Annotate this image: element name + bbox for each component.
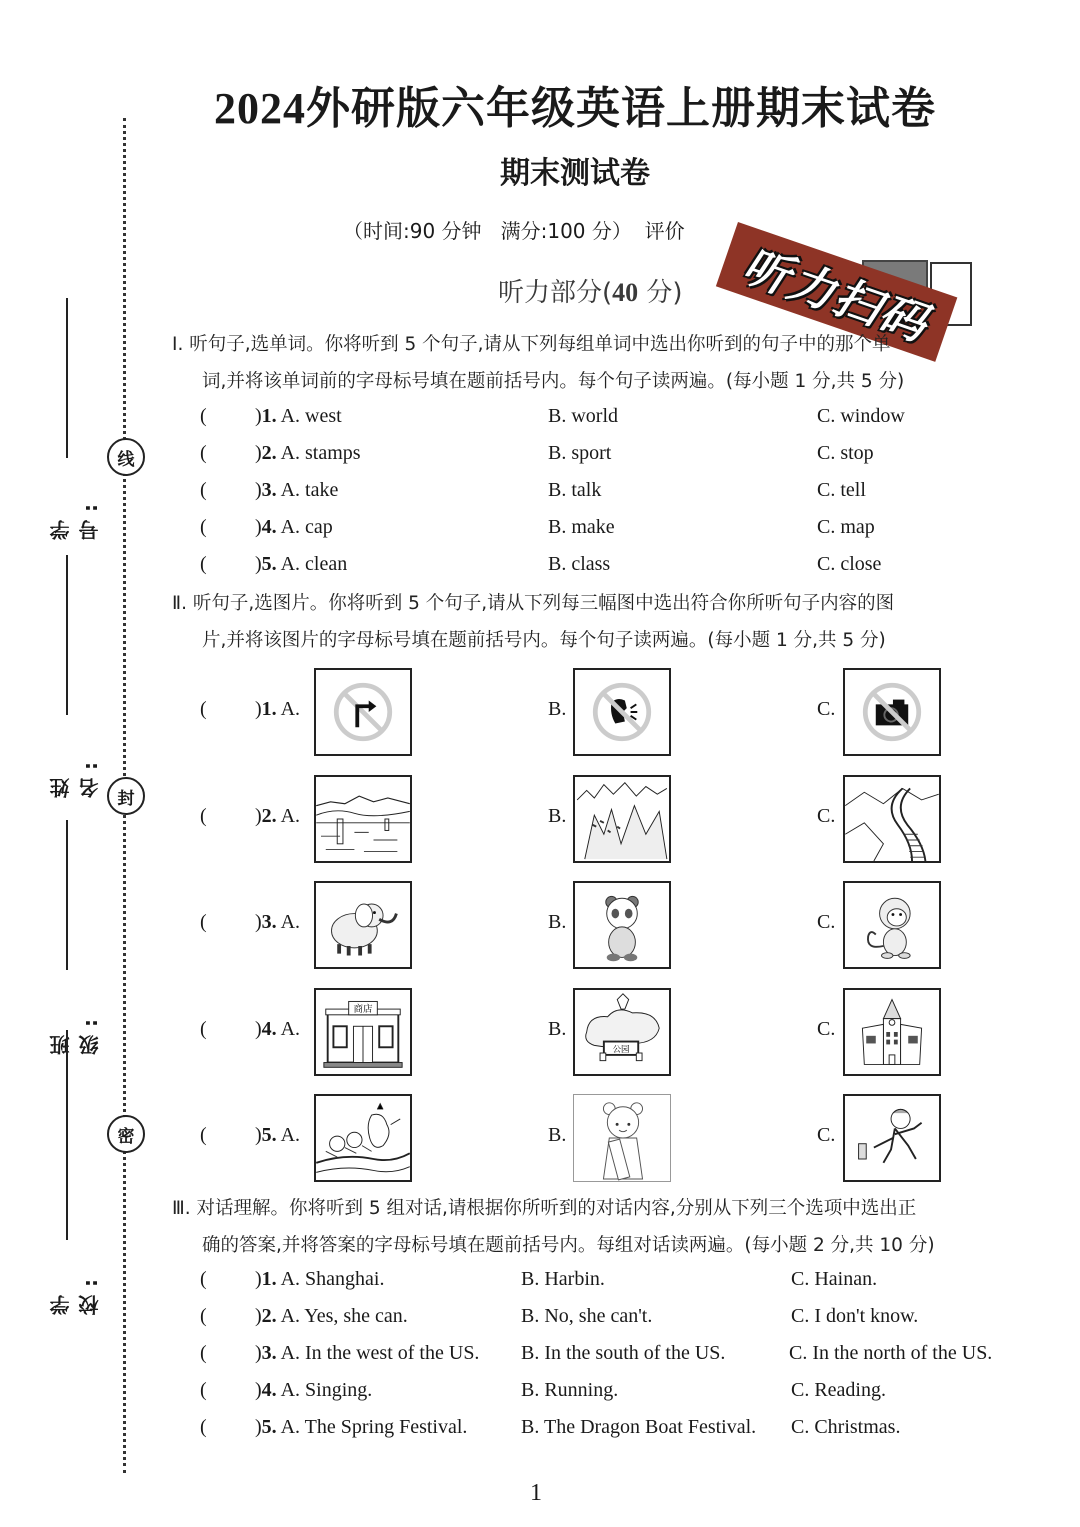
- answer-blank[interactable]: (: [200, 516, 207, 538]
- listening-section-heading: 听力部分(40 分): [498, 278, 683, 308]
- answer-blank[interactable]: (: [200, 1416, 207, 1438]
- west-lake-pagoda-image[interactable]: [314, 775, 412, 863]
- park-image[interactable]: [573, 988, 671, 1076]
- class-label: 班级:: [49, 1011, 102, 1055]
- great-wall-image[interactable]: [843, 775, 941, 863]
- option-b: B. sport: [548, 442, 612, 464]
- option-b: B. In the south of the US.: [521, 1342, 726, 1364]
- part1-instruction-line2: 词,并将该单词前的字母标号填在题前括号内。每个句子读两遍。(每小题 1 分,共 5 分): [202, 371, 905, 392]
- option-c: C. In the north of the US.: [789, 1342, 993, 1364]
- seal-mark-mi: 密: [107, 1115, 145, 1153]
- part3-instruction-line2: 确的答案,并将答案的字母标号填在题前括号内。每组对话读两遍。(每小题 2 分,共 10 分): [202, 1235, 935, 1256]
- mountain-scenery-image[interactable]: [573, 775, 671, 863]
- answer-blank[interactable]: (: [200, 479, 207, 501]
- no-shouting-sign-image[interactable]: [573, 668, 671, 756]
- part1-instructions: [172, 326, 1052, 400]
- answer-blank[interactable]: (: [200, 1342, 207, 1364]
- option-b: B. No, she can't.: [521, 1305, 653, 1327]
- option-b: B. talk: [548, 479, 602, 501]
- option-b: B. world: [548, 405, 618, 427]
- answer-blank[interactable]: (: [200, 405, 207, 427]
- option-c: C. Christmas.: [791, 1416, 901, 1438]
- option-b: B. make: [548, 516, 615, 538]
- no-right-turn-sign-image[interactable]: [314, 668, 412, 756]
- class-field[interactable]: [66, 820, 68, 970]
- answer-blank[interactable]: (: [200, 805, 207, 827]
- answer-blank[interactable]: (: [200, 553, 207, 575]
- svg-text:商店: 商店: [353, 1003, 373, 1015]
- part1-instruction-line1: Ⅰ. 听句子,选单词。你将听到 5 个句子,请从下列每组单词中选出你听到的句子中的那个单: [172, 334, 891, 355]
- girl-with-new-year-scroll-image[interactable]: [573, 1094, 671, 1182]
- name-label: 姓名:: [49, 754, 102, 798]
- answer-blank[interactable]: (: [200, 1379, 207, 1401]
- part3-instruction-line1: Ⅲ. 对话理解。你将听到 5 组对话,请根据你所听到的对话内容,分别从下列三个选项中选出正: [172, 1198, 917, 1219]
- option-c: C. Hainan.: [791, 1268, 878, 1290]
- option-c: C. stop: [817, 442, 874, 464]
- boy-doing-kung-fu-image[interactable]: [843, 1094, 941, 1182]
- option-c: C. Reading.: [791, 1379, 886, 1401]
- exam-time-score: （时间:90 分钟 满分:100 分） 评价: [343, 219, 685, 243]
- option-c: C. tell: [817, 479, 866, 501]
- school-field[interactable]: [66, 1030, 68, 1240]
- shop-building-image[interactable]: [314, 988, 412, 1076]
- name-field[interactable]: [66, 555, 68, 715]
- exam-title: 2024外研版六年级英语上册期末试卷: [214, 84, 936, 133]
- part3-instructions: [172, 1190, 1052, 1264]
- part2-instruction-line2: 片,并将该图片的字母标号填在题前括号内。每个句子读两遍。(每小题 1 分,共 5 分): [202, 630, 886, 651]
- answer-blank[interactable]: (: [200, 1018, 207, 1040]
- school-label: 学校:: [49, 1271, 102, 1315]
- scan-banner-text: 听力扫码: [736, 237, 936, 352]
- school-building-image[interactable]: [843, 988, 941, 1076]
- answer-blank[interactable]: (: [200, 698, 207, 720]
- option-c: C. map: [817, 516, 875, 538]
- exam-subtitle: 期末测试卷: [500, 156, 650, 191]
- svg-text:公园: 公园: [612, 1045, 630, 1056]
- no-photography-sign-image[interactable]: [843, 668, 941, 756]
- page-number: 1: [530, 1480, 542, 1506]
- elephant-image[interactable]: [314, 881, 412, 969]
- panda-image[interactable]: [573, 881, 671, 969]
- option-b: B. class: [548, 553, 611, 575]
- student-id-label: 学号:: [49, 496, 102, 540]
- seal-mark-feng: 封: [107, 777, 145, 815]
- answer-blank[interactable]: (: [200, 442, 207, 464]
- seal-mark-xian: 线: [107, 438, 145, 476]
- option-c: C. I don't know.: [791, 1305, 919, 1327]
- answer-blank[interactable]: (: [200, 1305, 207, 1327]
- answer-blank[interactable]: (: [200, 1124, 207, 1146]
- option-b: B. The Dragon Boat Festival.: [521, 1416, 757, 1438]
- option-c: C. close: [817, 553, 882, 575]
- option-c: C. window: [817, 405, 905, 427]
- answer-blank[interactable]: (: [200, 911, 207, 933]
- student-id-field[interactable]: [66, 298, 68, 458]
- monkey-image[interactable]: [843, 881, 941, 969]
- option-b: B. Running.: [521, 1379, 619, 1401]
- part2-instructions: [172, 585, 1052, 659]
- answer-blank[interactable]: (: [200, 1268, 207, 1290]
- part2-instruction-line1: Ⅱ. 听句子,选图片。你将听到 5 个句子,请从下列每三幅图中选出符合你所听句子内容的图: [172, 593, 895, 614]
- dragon-boat-race-image[interactable]: [314, 1094, 412, 1182]
- option-b: B. Harbin.: [521, 1268, 605, 1290]
